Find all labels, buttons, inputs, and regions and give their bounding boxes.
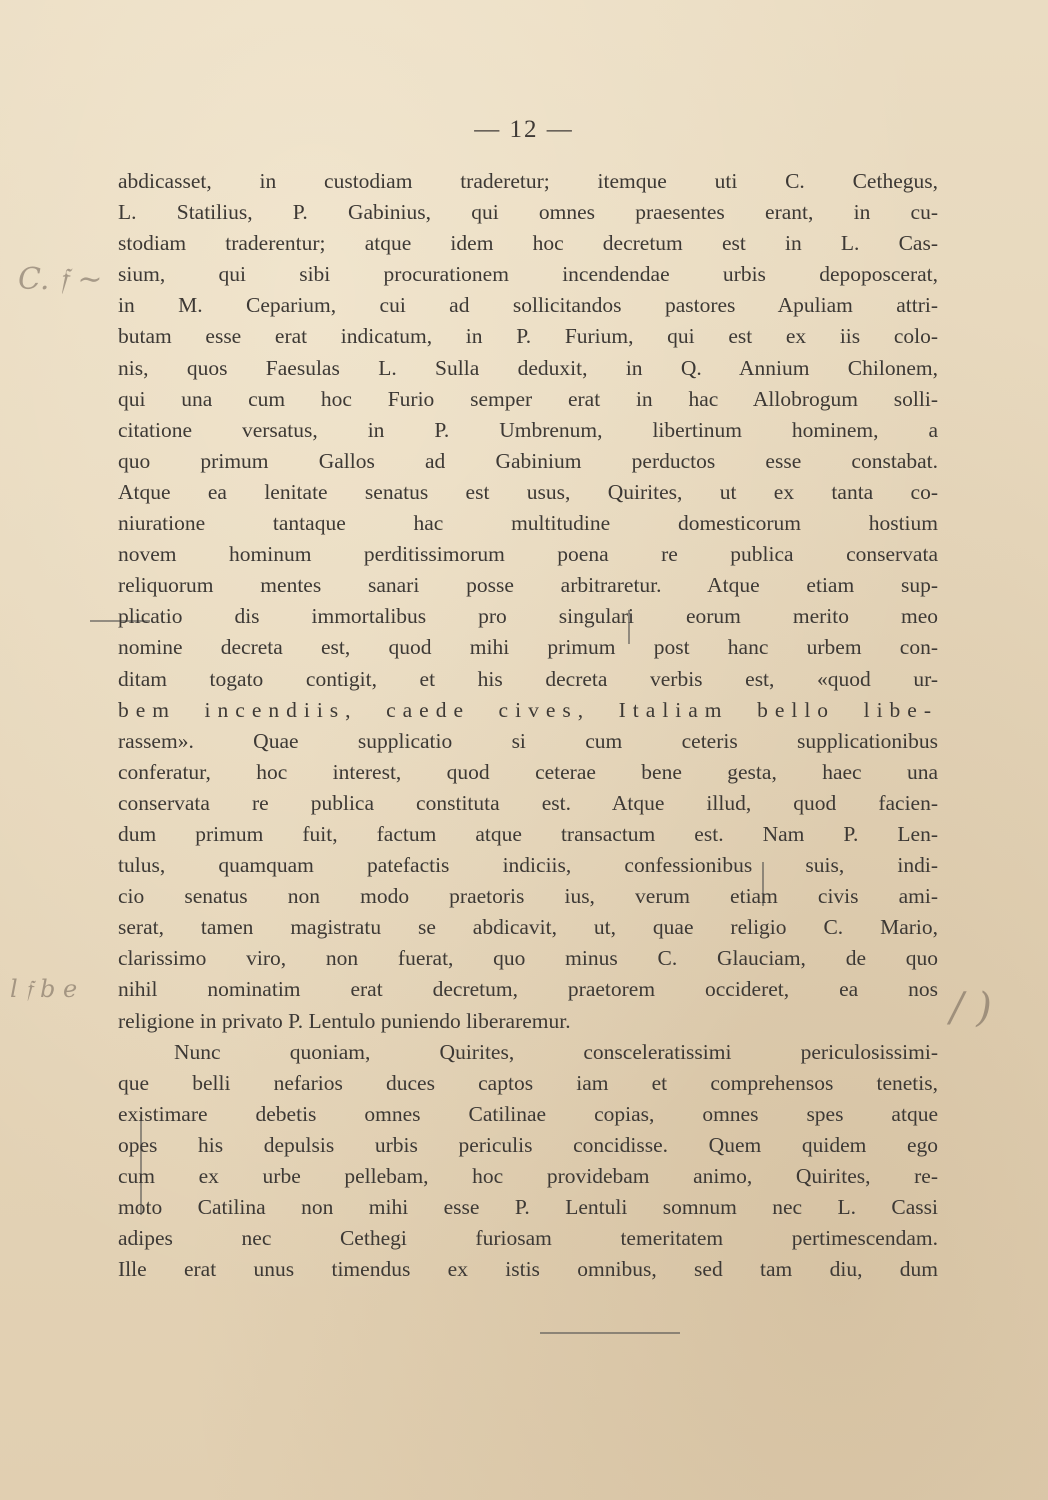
text-line: abdicasset, in custodiam traderetur; itemque uti C. Cethegus, (118, 169, 938, 193)
margin-handwriting-left: C. 𝔣 ∼ (18, 262, 103, 297)
text-line: nomine decreta est, quod mihi primum post hanc urbem con- (118, 635, 938, 660)
text-line: nis, quos Faesulas L. Sulla deduxit, in Q. Annium Chilonem, (118, 355, 938, 380)
text-line: L. Statilius, P. Gabinius, qui omnes praesentes erant, in cu- (118, 200, 938, 225)
text-line: cum ex urbe pellebam, hoc providebam animo, Quirites, re- (118, 1164, 938, 1188)
text-line: Nunc quoniam, Quirites, consceleratissimi periculosissimi- (174, 1039, 938, 1064)
text-line: dum primum fuit, factum atque transactum est. Nam P. Len- (118, 821, 938, 846)
text-line: qui una cum hoc Furio semper erat in hac Allobrogum solli- (118, 386, 938, 411)
text-line: butam esse erat indicatum, in P. Furium, qui est ex iis colo- (118, 324, 938, 349)
text-line: que belli nefarios duces captos iam et comprehensos tenetis, (118, 1070, 938, 1095)
text-line: clarissimo viro, non fuerat, quo minus C. Glauciam, de quo (118, 946, 938, 971)
text-line: nihil nominatim erat decretum, praetorem occideret, ea nos (118, 977, 938, 1002)
page-number: — 12 — (474, 116, 574, 143)
text-line: citatione versatus, in P. Umbrenum, libertinum hominem, a (118, 417, 938, 442)
text-line: niuratione tantaque hac multitudine domesticorum hostium (118, 511, 938, 536)
text-line: serat, tamen magistratu se abdicavit, ut, quae religio C. Mario, (118, 915, 938, 940)
text-line: reliquorum mentes sanari posse arbitraretur. Atque etiam sup- (118, 573, 938, 598)
text-line: sium, qui sibi procurationem incendendae urbis depoposcerat, (118, 262, 938, 287)
text-line: Atque ea lenitate senatus est usus, Quirites, ut ex tanta co- (118, 479, 938, 504)
text-line: conservata re publica constituta est. Atque illud, quod facien- (118, 790, 938, 815)
margin-handwriting-left-lower: l 𝔣 b e (10, 975, 78, 1003)
text-line: tulus, quamquam patefactis indiciis, confessionibus suis, indi- (118, 853, 938, 878)
text-line: quo primum Gallos ad Gabinium perductos esse constabat. (118, 448, 938, 473)
text-line: adipes nec Cethegi furiosam temeritatem pertimescendam. (118, 1226, 938, 1251)
text-line: religione in privato P. Lentulo puniendo liberaremur. (118, 1008, 571, 1033)
text-line: conferatur, hoc interest, quod ceterae bene gesta, haec una (118, 759, 938, 784)
text-line: stodiam traderentur; atque idem hoc decretum est in L. Cas- (118, 231, 938, 256)
margin-handwriting-right: / ) (950, 985, 992, 1031)
text-line: rassem». Quae supplicatio si cum ceteris supplicationibus (118, 728, 938, 753)
text-line: bem incendiis, caede cives, Italiam bello libe- (118, 697, 938, 722)
text-line: in M. Ceparium, cui ad sollicitandos pastores Apuliam attri- (118, 293, 938, 318)
text-line: existimare debetis omnes Catilinae copias, omnes spes atque (118, 1101, 938, 1126)
text-line: ditam togato contigit, et his decreta verbis est, «quod ur- (118, 666, 938, 691)
text-line: opes his depulsis urbis periculis concidisse. Quem quidem ego (118, 1132, 938, 1157)
text-line: cio senatus non modo praetoris ius, verum etiam civis ami- (118, 884, 938, 909)
body-text (118, 166, 938, 1285)
text-line: moto Catilina non mihi esse P. Lentuli somnum nec L. Cassi (118, 1195, 938, 1220)
text-line: novem hominum perditissimorum poena re publica conservata (118, 542, 938, 567)
text-line: plicatio dis immortalibus pro singulari eorum merito meo (118, 604, 938, 629)
text-line: Ille erat unus timendus ex istis omnibus, sed tam diu, dum (118, 1257, 938, 1282)
pencil-mark (540, 1332, 680, 1334)
